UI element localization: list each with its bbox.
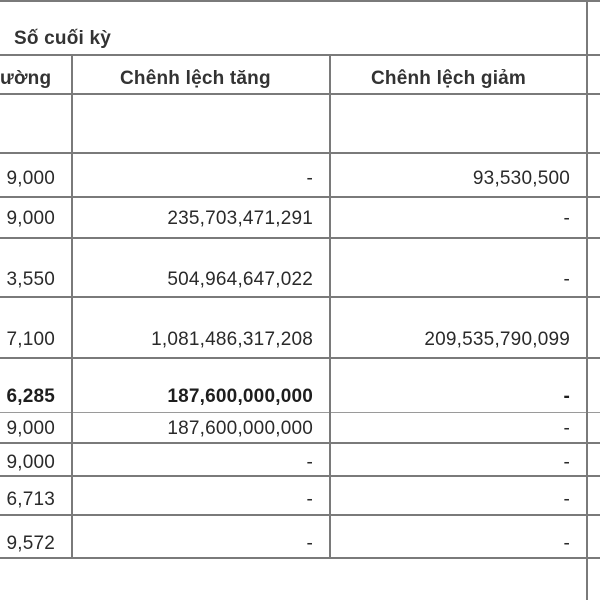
cell-decrease: 93,530,500 [472, 168, 570, 189]
section-title: Số cuối kỳ [14, 28, 112, 49]
cell-increase: 504,964,647,022 [167, 269, 313, 290]
cell-decrease: - [563, 533, 570, 554]
cell-left: 9,000 [6, 418, 55, 439]
cell-increase: 1,081,486,317,208 [151, 329, 313, 350]
cell-decrease: - [563, 208, 570, 229]
cell-increase: - [306, 452, 313, 473]
grid-line [0, 196, 600, 198]
cell-decrease: - [563, 418, 570, 439]
cell-left: 7,100 [6, 329, 55, 350]
grid-line [0, 152, 600, 154]
cell-left: 9,000 [6, 208, 55, 229]
grid-line [0, 475, 600, 477]
cell-decrease: - [563, 386, 570, 407]
cell-increase: - [306, 168, 313, 189]
cell-increase: 187,600,000,000 [167, 418, 313, 439]
cell-decrease: 209,535,790,099 [424, 329, 570, 350]
grid-line [0, 442, 600, 444]
cell-increase: - [306, 533, 313, 554]
grid-line [329, 54, 331, 558]
cell-left: 9,000 [6, 452, 55, 473]
grid-line [586, 0, 588, 600]
cell-left: 9,572 [6, 533, 55, 554]
cell-left: 6,285 [6, 386, 55, 407]
cell-increase: 235,703,471,291 [167, 208, 313, 229]
grid-line [0, 296, 600, 298]
grid-line [0, 54, 600, 56]
cell-increase: - [306, 489, 313, 510]
cell-left: 9,000 [6, 168, 55, 189]
column-header-partial: ường [0, 68, 52, 89]
grid-line [0, 357, 600, 359]
cell-decrease: - [563, 489, 570, 510]
cell-left: 6,713 [6, 489, 55, 510]
grid-line [0, 237, 600, 239]
grid-line [0, 514, 600, 516]
cell-decrease: - [563, 452, 570, 473]
cell-left: 3,550 [6, 269, 55, 290]
grid-line [71, 54, 73, 558]
grid-line [0, 0, 600, 2]
grid-line [0, 93, 600, 95]
cell-increase: 187,600,000,000 [167, 386, 313, 407]
grid-line [0, 412, 600, 413]
column-header-decrease: Chênh lệch giảm [371, 68, 527, 89]
grid-line [0, 557, 600, 559]
column-header-increase: Chênh lệch tăng [120, 68, 271, 89]
cell-decrease: - [563, 269, 570, 290]
